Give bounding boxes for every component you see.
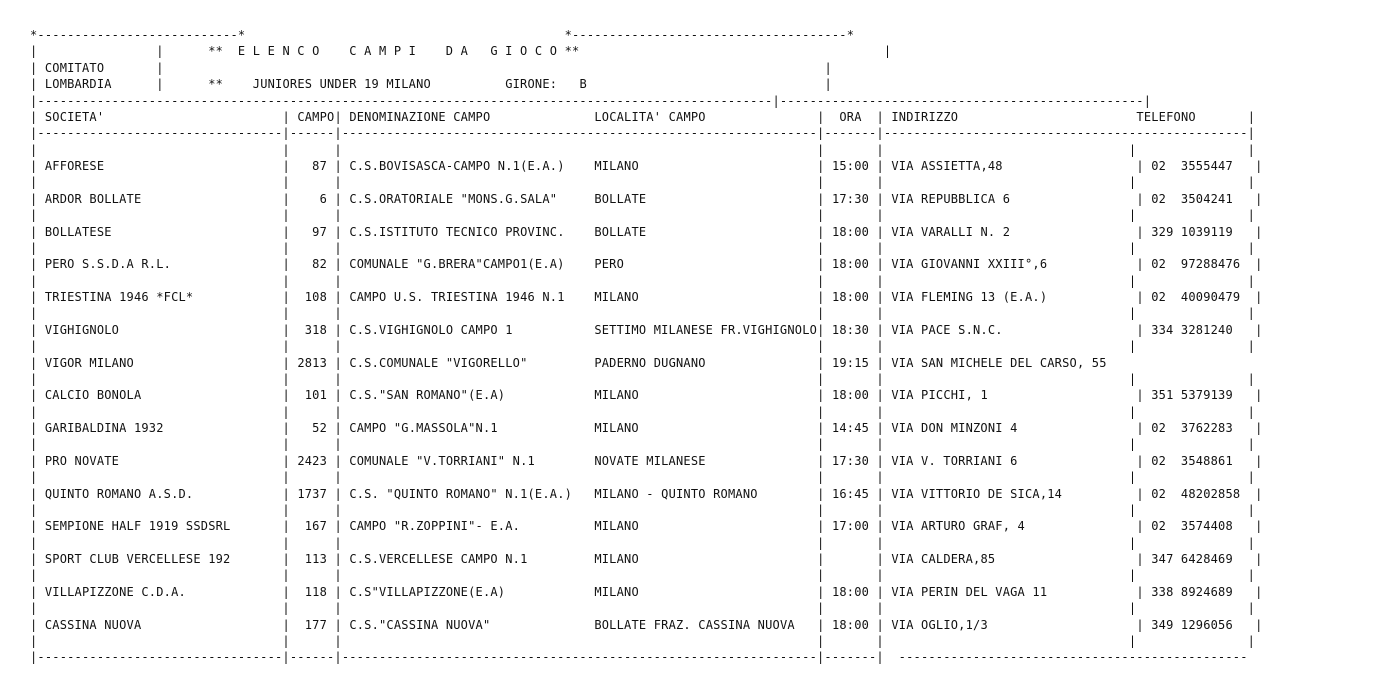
listing-line: | | | | | | | [30,470,1256,485]
row-phone-number: 1039119 [1180,224,1256,239]
listing-line: | VIGHIGNOLO | 318 | C.S.VIGHIGNOLO CAMPO 1 SETTIMO MILANESE FR.VIGHIGNOLO| 18:30 | VIA PACE S.N.C. | 334 3281240 | [30,322,1263,337]
listing-line: | | | | | | | [30,535,1256,550]
row-societa: CASSINA NUOVA [44,617,142,632]
row-phone-number: 97288476 [1180,257,1256,272]
document-title: ** E L E N C O C A M P I D A G I O C O ** [208,44,580,59]
row-phone-number: 6428469 [1180,552,1256,566]
row-societa: VILLAPIZZONE C.D.A. [44,584,186,599]
row-ora: 18:00 [831,584,870,599]
row-indirizzo: VIA DON MINZONI 4 [891,421,1115,435]
row-denominazione: C.S"VILLAPIZZONE(E.A) [349,584,595,599]
row-societa: ARDOR BOLLATE [44,191,142,206]
row-indirizzo: VIA REPUBBLICA 6 [891,191,1115,206]
row-indirizzo: VIA VITTORIO DE SICA,14 [891,486,1115,501]
row-campo: 177 [289,617,328,632]
row-localita: MILANO [594,290,818,304]
row-campo: 2423 [289,453,328,468]
listing-line: | SPORT CLUB VERCELLESE 192 | 113 | C.S.VERCELLESE CAMPO N.1 MILANO | | VIA CALDERA,85 | 347 6428469 | [30,552,1263,566]
row-phone-number: 3574408 [1180,519,1256,534]
row-phone-number: 3504241 [1180,191,1256,206]
row-phone-number: 3281240 [1180,322,1256,337]
row-ora: 18:30 [831,322,870,337]
row-phone-prefix: 334 [1151,322,1181,337]
row-phone-number: 3555447 [1180,159,1256,173]
row-phone-prefix: 02 [1151,257,1181,272]
row-ora: 18:00 [831,257,870,272]
row-denominazione: C.S.ORATORIALE "MONS.G.SALA" [349,191,595,206]
row-localita: MILANO [594,421,818,435]
row-localita: MILANO [594,552,818,566]
listing-line: | CASSINA NUOVA | 177 | C.S."CASSINA NUOVA" BOLLATE FRAZ. CASSINA NUOVA | 18:00 | VIA OGLIO,1/3 | 349 1296056 | [30,617,1263,632]
row-indirizzo: VIA PACE S.N.C. [891,322,1115,337]
row-indirizzo: VIA ARTURO GRAF, 4 [891,519,1115,534]
row-campo: 118 [289,584,328,599]
row-ora: 15:00 [831,159,870,173]
row-campo: 97 [289,224,328,239]
row-indirizzo: VIA FLEMING 13 (E.A.) [891,290,1115,304]
listing-line: | PRO NOVATE | 2423 | COMUNALE "V.TORRIANI" N.1 NOVATE MILANESE | 17:30 | VIA V. TORRIANI 6 | 02 3548861 | [30,453,1263,468]
row-ora: 17:30 [831,453,870,468]
listing-line: *---------------------------* *-------------------------------------* [30,28,855,42]
listing-line: |---------------------------------|------|----------------------------------------------------------------|-------| ----------------------------------------------- [30,650,1248,665]
row-societa: SPORT CLUB VERCELLESE 192 [44,552,231,566]
listing-line: | COMITATO | | [30,60,832,75]
row-indirizzo: VIA OGLIO,1/3 [891,617,1115,632]
row-indirizzo: VIA PERIN DEL VAGA 11 [891,584,1115,599]
row-societa: PRO NOVATE [44,453,120,468]
row-denominazione: C.S.VIGHIGNOLO CAMPO 1 [349,322,595,337]
row-phone-prefix: 02 [1151,159,1181,173]
row-phone-prefix: 347 [1151,552,1181,566]
row-indirizzo: VIA PICCHI, 1 [891,388,1115,403]
listing-line: | LOMBARDIA | ** JUNIORES UNDER 19 MILANO GIRONE: B | [30,77,832,92]
row-localita: PERO [594,257,818,272]
listing-line: | ARDOR BOLLATE | 6 | C.S.ORATORIALE "MONS.G.SALA" BOLLATE | 17:30 | VIA REPUBBLICA 6 | 02 3504241 | [30,191,1263,206]
championship-line: ** JUNIORES UNDER 19 MILANO GIRONE: B [208,77,587,92]
listing-line: | | | | | | | [30,142,1256,157]
listing-line: | GARIBALDINA 1932 | 52 | CAMPO "G.MASSOLA"N.1 MILANO | 14:45 | VIA DON MINZONI 4 | 02 3762283 | [30,421,1263,435]
row-localita: MILANO [594,159,818,173]
row-campo: 108 [289,290,328,304]
column-header-telefono: TELEFONO [1136,109,1196,124]
fields-list-document [30,27,1263,666]
row-societa: BOLLATESE [44,224,112,239]
row-campo: 113 [289,552,328,566]
column-header-ora: ORA [839,109,862,124]
listing-line: | | | | | | | [30,601,1256,616]
row-societa: AFFORESE [44,159,105,173]
row-ora: 18:00 [831,617,870,632]
row-societa: GARIBALDINA 1932 [44,421,164,435]
row-phone-number: 1296056 [1180,617,1256,632]
row-societa: QUINTO ROMANO A.S.D. [44,486,194,501]
row-ora [832,552,869,566]
row-campo: 6 [289,191,328,206]
listing-line: | | | | | | | [30,568,1256,583]
row-phone-number: 3548861 [1180,453,1256,468]
row-localita: MILANO [594,584,818,599]
listing-line: | VILLAPIZZONE C.D.A. | 118 | C.S"VILLAPIZZONE(E.A) MILANO | 18:00 | VIA PERIN DEL VAGA 11 | 338 8924689 | [30,584,1263,599]
listing-line: | | | | | | | [30,208,1256,223]
row-indirizzo: VIA CALDERA,85 [891,552,1115,566]
row-phone-prefix: 02 [1151,421,1181,435]
row-denominazione: C.S.BOVISASCA-CAMPO N.1(E.A.) [349,159,595,173]
row-denominazione: COMUNALE "G.BRERA"CAMPO1(E.A) [349,257,595,272]
listing-line: | | ** E L E N C O C A M P I D A G I O C O ** | [30,44,892,59]
row-phone-prefix: 329 [1151,224,1181,239]
row-campo: 82 [289,257,328,272]
row-localita: PADERNO DUGNANO [594,355,818,370]
row-campo: 101 [289,388,328,403]
listing-line: |---------------------------------|------|----------------------------------------------------------------|-------|-------------------------------------------------| [30,126,1256,141]
row-localita: BOLLATE [594,224,818,239]
column-header-campo: CAMPO [297,109,335,124]
row-phone-prefix: 02 [1151,453,1181,468]
row-campo: 52 [289,421,328,435]
listing-line: | TRIESTINA 1946 *FCL* | 108 | CAMPO U.S. TRIESTINA 1946 N.1 MILANO | 18:00 | VIA FLEMING 13 (E.A.) | 02 40090479 | [30,290,1263,304]
row-phone-prefix: 351 [1151,388,1181,403]
row-ora: 17:00 [831,519,870,534]
listing-line: | VIGOR MILANO | 2813 | C.S.COMUNALE "VIGORELLO" PADERNO DUGNANO | 19:15 | VIA SAN MICHELE DEL CARSO, 55 [30,355,1115,370]
listing-line: | | | | | | | [30,404,1256,419]
row-ora: 19:15 [831,355,870,370]
listing-line: | | | | | | | [30,437,1256,452]
row-phone-prefix: 02 [1151,191,1181,206]
row-localita: MILANO [594,519,818,534]
row-ora: 18:00 [831,388,870,403]
row-phone-number: 40090479 [1180,290,1256,304]
row-indirizzo: VIA ASSIETTA,48 [891,159,1115,173]
row-phone-number: 5379139 [1180,388,1256,403]
row-ora: 14:45 [831,421,870,435]
row-localita: MILANO - QUINTO ROMANO [594,486,818,501]
row-phone-number: 48202858 [1180,486,1256,501]
row-campo: 318 [289,322,328,337]
listing-line: | | | | | | | [30,306,1256,321]
row-denominazione: COMUNALE "V.TORRIANI" N.1 [349,453,595,468]
row-denominazione: C.S.VERCELLESE CAMPO N.1 [349,552,595,566]
row-ora: 16:45 [831,486,870,501]
listing-line: | | | | | | | [30,502,1256,517]
row-phone-prefix: 338 [1151,584,1181,599]
row-localita: BOLLATE FRAZ. CASSINA NUOVA [594,617,818,632]
row-denominazione: CAMPO "G.MASSOLA"N.1 [349,421,595,435]
row-indirizzo: VIA V. TORRIANI 6 [891,453,1115,468]
column-header-localita: LOCALITA' CAMPO [594,109,706,124]
listing-line: | SEMPIONE HALF 1919 SSDSRL | 167 | CAMPO "R.ZOPPINI"- E.A. MILANO | 17:00 | VIA ARTURO GRAF, 4 | 02 3574408 | [30,519,1263,534]
row-campo: 87 [289,159,328,173]
row-indirizzo: VIA GIOVANNI XXIII°,6 [891,257,1115,272]
row-campo: 2813 [289,355,328,370]
row-campo: 167 [289,519,328,534]
row-societa: SEMPIONE HALF 1919 SSDSRL [44,519,231,534]
row-localita: NOVATE MILANESE [594,453,818,468]
row-phone-prefix: 02 [1151,486,1181,501]
listing-line: | | | | | | | [30,633,1256,648]
row-denominazione: C.S."CASSINA NUOVA" [349,617,595,632]
row-phone-prefix: 349 [1151,617,1181,632]
listing-line: | QUINTO ROMANO A.S.D. | 1737 | C.S. "QUINTO ROMANO" N.1(E.A.) MILANO - QUINTO ROMANO | 16:45 | VIA VITTORIO DE SICA,14 | 02 48202858 | [30,486,1263,501]
listing-line: | | | | | | | [30,175,1256,190]
committee-region: LOMBARDIA [44,77,112,92]
row-denominazione: C.S."SAN ROMANO"(E.A) [349,388,595,403]
row-phone-number: 8924689 [1180,584,1256,599]
row-ora: 17:30 [831,191,870,206]
row-societa: TRIESTINA 1946 *FCL* [44,290,194,304]
row-ora: 18:00 [831,224,870,239]
listing-line: | AFFORESE | 87 | C.S.BOVISASCA-CAMPO N.1(E.A.) MILANO | 15:00 | VIA ASSIETTA,48 | 02 3555447 | [30,159,1263,173]
listing-line: | | | | | | | [30,273,1256,288]
committee-label: COMITATO [44,60,105,75]
row-indirizzo: VIA VARALLI N. 2 [891,224,1115,239]
column-header-denominazione: DENOMINAZIONE CAMPO [349,109,491,124]
row-campo: 1737 [289,486,328,501]
row-societa: VIGHIGNOLO [44,322,120,337]
listing-line: | | | | | | | [30,371,1256,386]
row-localita: SETTIMO MILANESE FR.VIGHIGNOLO [594,322,818,337]
row-societa: CALCIO BONOLA [44,388,142,403]
row-denominazione: CAMPO "R.ZOPPINI"- E.A. [349,519,595,534]
row-denominazione: CAMPO U.S. TRIESTINA 1946 N.1 [349,290,595,304]
row-phone-prefix: 02 [1151,290,1181,304]
row-phone-prefix: 02 [1151,519,1181,534]
listing-line: | | | | | | | [30,240,1256,255]
row-denominazione: C.S. "QUINTO ROMANO" N.1(E.A.) [349,486,595,501]
listing-line: | | | | | | | [30,339,1256,354]
row-phone-number: 3762283 [1180,421,1256,435]
listing-line: | BOLLATESE | 97 | C.S.ISTITUTO TECNICO PROVINC. BOLLATE | 18:00 | VIA VARALLI N. 2 | 329 1039119 | [30,224,1263,239]
listing-line: |---------------------------------------------------------------------------------------------------|-------------------------------------------------| [30,93,1152,108]
row-localita: BOLLATE [594,191,818,206]
row-societa: VIGOR MILANO [44,355,134,370]
row-ora: 18:00 [831,290,870,304]
row-denominazione: C.S.COMUNALE "VIGORELLO" [349,355,595,370]
column-header-indirizzo: INDIRIZZO [891,109,959,124]
row-societa: PERO S.S.D.A R.L. [44,257,172,272]
listing-line: | PERO S.S.D.A R.L. | 82 | COMUNALE "G.BRERA"CAMPO1(E.A) PERO | 18:00 | VIA GIOVANNI XXIII°,6 | 02 97288476 | [30,257,1263,272]
row-denominazione: C.S.ISTITUTO TECNICO PROVINC. [349,224,595,239]
row-localita: MILANO [594,388,818,403]
listing-line: | CALCIO BONOLA | 101 | C.S."SAN ROMANO"(E.A) MILANO | 18:00 | VIA PICCHI, 1 | 351 5379139 | [30,388,1263,403]
listing-line: | SOCIETA' | CAMPO| DENOMINAZIONE CAMPO LOCALITA' CAMPO | ORA | INDIRIZZO TELEFONO | [30,109,1256,124]
row-indirizzo: VIA SAN MICHELE DEL CARSO, 55 [891,355,1115,370]
column-header-societa: SOCIETA' [44,109,105,124]
